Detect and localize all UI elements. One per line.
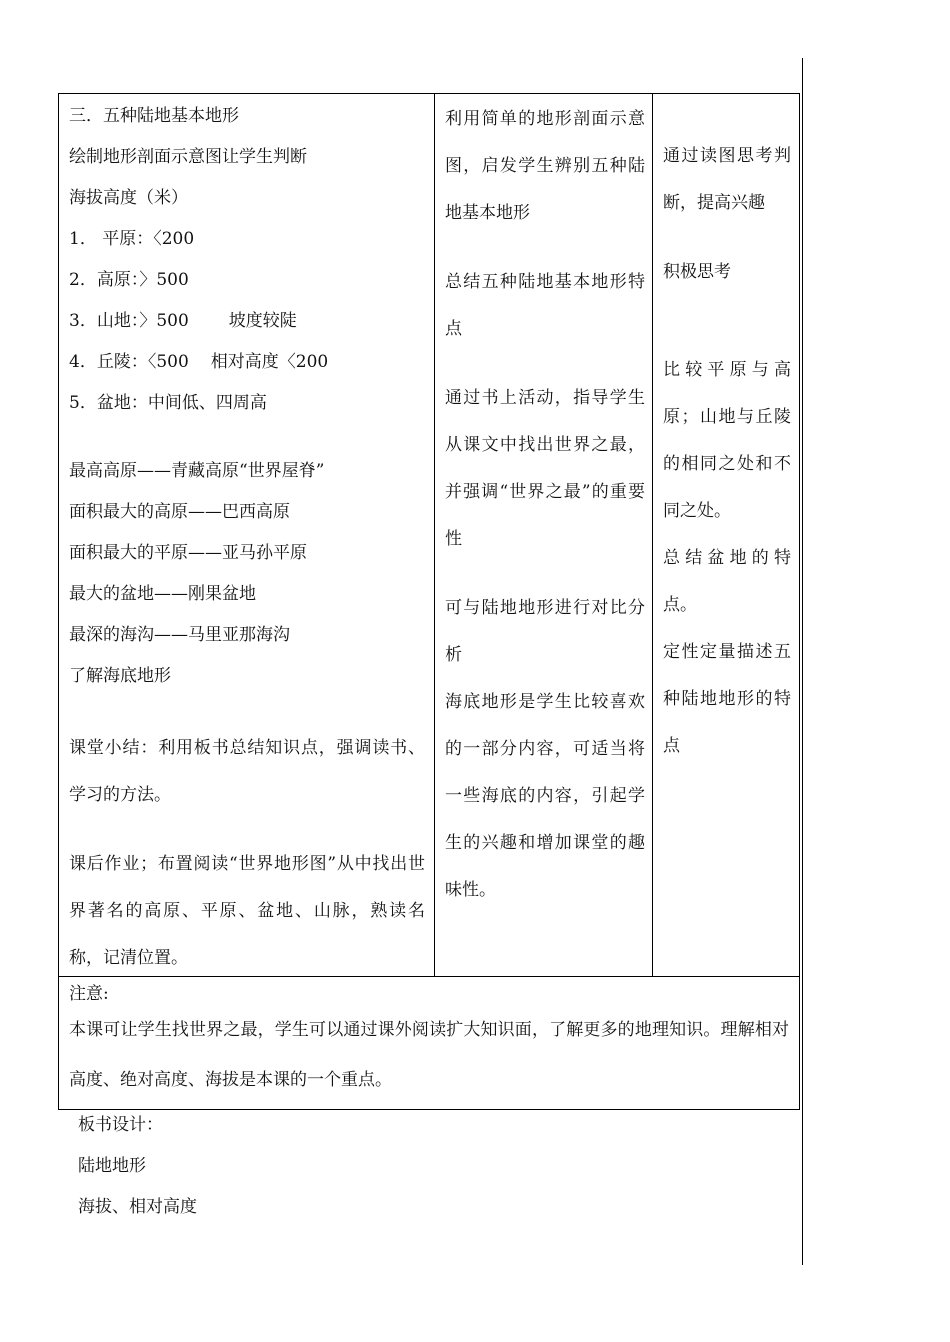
landform-item-mountain [69,301,425,342]
world-fact-deepest-trench: 最深的海沟——马里亚那海沟 [69,625,290,645]
mountain-slope: 坡度较陡 [228,311,297,331]
altitude-heading: 海拔高度（米） [69,188,188,208]
lesson-plan-table [58,93,800,977]
activity-paragraph-1: 通过读图思考判断，提高兴趣 [663,146,791,213]
board-design-line-1: 陆地地形 [78,1156,146,1176]
board-design-title: 板书设计： [78,1115,163,1135]
method-paragraph-4: 可与陆地地形进行对比分析 [445,598,645,665]
method-paragraph-2: 总结五种陆地基本地形特点 [445,272,645,339]
mountain-altitude: 3．山地：〉500 [69,311,189,331]
board-design-line-2: 海拔、相对高度 [78,1197,197,1217]
teaching-method-column [435,94,653,914]
note-title: 注意: [69,984,109,1004]
method-paragraph-1: 利用简单的地形剖面示意图，启发学生辨别五种陆地基本地形 [445,109,645,223]
hill-altitude: 4．丘陵：〈500 [69,352,189,372]
activity-paragraph-2: 积极思考 [663,262,731,282]
draw-profile-line: 绘制地形剖面示意图让学生判断 [69,147,307,167]
method-paragraph-5: 海底地形是学生比较喜欢的一部分内容，可适当将一些海底的内容，引起学生的兴趣和增加课堂的趣味性。 [445,692,645,900]
world-fact-largest-plateau: 面积最大的高原——巴西高原 [69,502,290,522]
seabed-topic: 了解海底地形 [69,666,171,686]
activity-paragraph-5: 定性定量描述五种陆地地形的特点 [663,642,791,756]
world-fact-largest-basin: 最大的盆地——刚果盆地 [69,584,256,604]
homework: 课后作业；布置阅读“世界地形图”从中找出世界著名的高原、平原、盆地、山脉，熟读名称，记清位置。 [69,854,425,968]
world-fact-highest-plateau: 最高高原——青藏高原“世界屋脊” [69,461,325,481]
activity-paragraph-4: 总结盆地的特点。 [663,548,791,615]
class-summary: 课堂小结：利用板书总结知识点，强调读书、学习的方法。 [69,738,425,805]
board-design [78,1105,197,1228]
section-title: 三．五种陆地基本地形 [69,106,239,126]
activity-paragraph-3: 比较平原与高原；山地与丘陵的相同之处和不同之处。 [663,360,791,521]
landform-item-basin: 5．盆地：中间低、四周高 [69,393,267,413]
note-box [58,977,800,1110]
world-fact-largest-plain: 面积最大的平原——亚马孙平原 [69,543,307,563]
teaching-content-column [59,94,435,982]
note-body: 本课可让学生找世界之最，学生可以通过课外阅读扩大知识面，了解更多的地理知识。理解相对高度、绝对高度、海拔是本课的一个重点。 [69,1020,789,1090]
hill-relative-height: 相对高度〈200 [210,352,329,372]
landform-item-plateau: 2．高原：〉500 [69,270,189,290]
landform-item-plain: 1． 平原：〈200 [69,229,195,249]
student-activity-column [653,94,801,770]
method-paragraph-3: 通过书上活动，指导学生从课文中找出世界之最，并强调“世界之最”的重要性 [445,388,645,549]
landform-item-hill [69,342,425,383]
right-margin-rule [802,58,803,1265]
